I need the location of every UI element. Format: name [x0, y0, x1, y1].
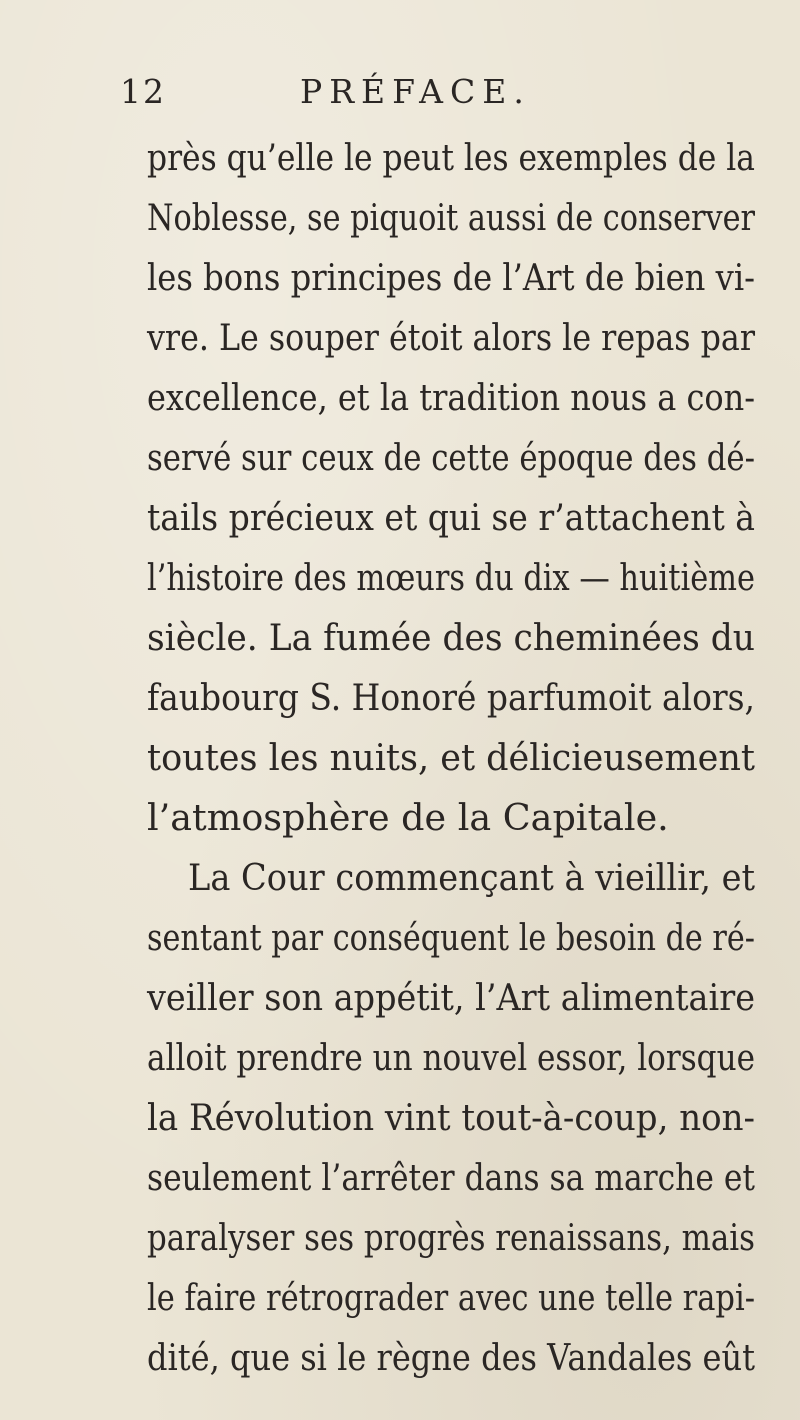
text-line: près qu’elle le peut les exemples de la [147, 136, 755, 179]
text-line: l’atmosphère de la Capitale. [147, 796, 669, 839]
text-line: La Cour commençant à vieillir, et [188, 856, 755, 899]
text-line: le faire rétrograder avec une telle rapi- [147, 1276, 755, 1319]
running-head: PRÉFACE. [300, 72, 531, 111]
text-line: veiller son appétit, l’Art alimentaire [147, 976, 755, 1019]
text-line: Noblesse, se piquoit aussi de conserver [147, 196, 755, 239]
text-line: la Révolution vint tout-à-coup, non- [147, 1096, 755, 1139]
text-line: sentant par conséquent le besoin de ré- [147, 916, 755, 959]
page-header [0, 72, 800, 122]
page-number: 12 [120, 72, 166, 111]
text-line: faubourg S. Honoré parfumoit alors, [147, 676, 755, 719]
text-line: toutes les nuits, et délicieusement [147, 736, 755, 779]
text-line: excellence, et la tradition nous a con- [147, 376, 755, 419]
text-line: servé sur ceux de cette époque des dé- [147, 436, 755, 479]
text-line: les bons principes de l’Art de bien vi- [147, 256, 755, 299]
text-line: alloit prendre un nouvel essor, lorsque [147, 1036, 755, 1079]
text-line: seulement l’arrêter dans sa marche et [147, 1156, 755, 1199]
text-line: vre. Le souper étoit alors le repas par [147, 316, 755, 359]
text-line: siècle. La fumée des cheminées du [147, 616, 755, 659]
text-line: tails précieux et qui se r’attachent à [147, 496, 755, 539]
text-line: paralyser ses progrès renaissans, mais [147, 1216, 755, 1259]
text-line: l’histoire des mœurs du dix — huitième [147, 556, 755, 599]
text-line: dité, que si le règne des Vandales eût [147, 1336, 755, 1379]
